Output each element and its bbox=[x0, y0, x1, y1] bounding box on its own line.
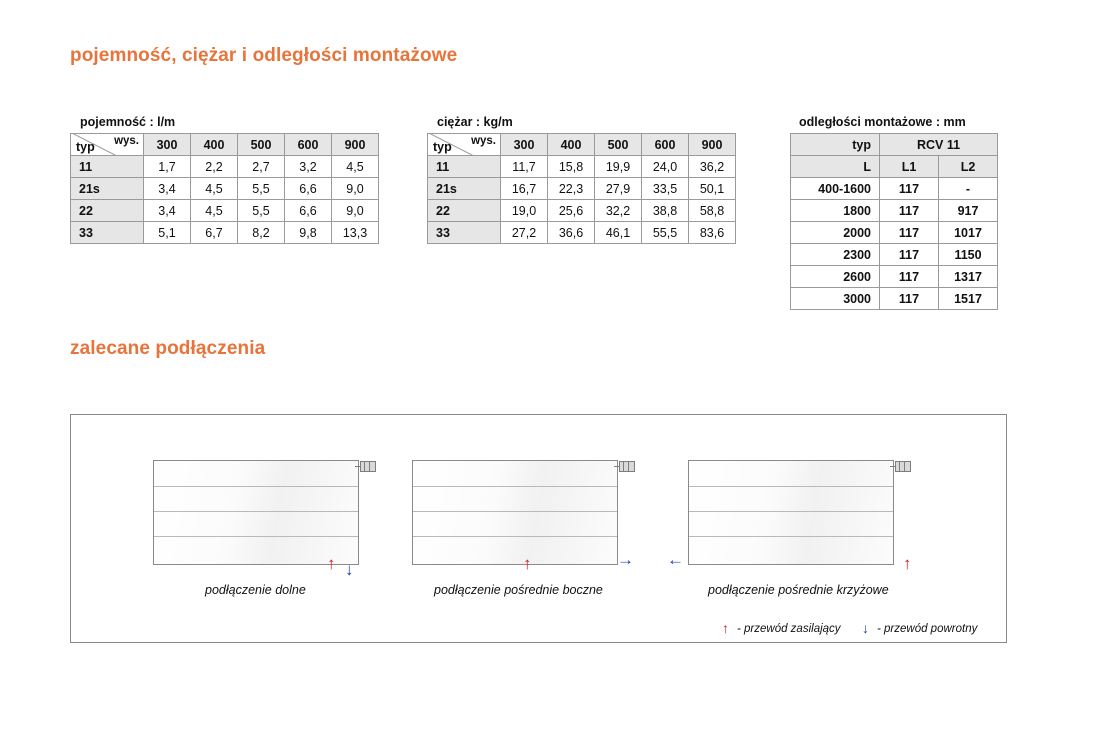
table-cell: 5,5 bbox=[238, 178, 285, 200]
row-header: 11 bbox=[71, 156, 144, 178]
table-row bbox=[428, 200, 736, 222]
table-row bbox=[791, 178, 998, 200]
table-cell: 27,2 bbox=[501, 222, 548, 244]
arrow-return-3: ← bbox=[667, 550, 684, 569]
valve-icon-2 bbox=[619, 461, 635, 472]
radiator-panel-line bbox=[689, 511, 893, 512]
arrow-supply-3: ↑ bbox=[903, 554, 912, 573]
table-cell: 25,6 bbox=[548, 200, 595, 222]
caption-capacity: pojemność : l/m bbox=[80, 115, 176, 129]
row-header: 21s bbox=[428, 178, 501, 200]
table-row bbox=[791, 134, 998, 156]
table-cell: 83,6 bbox=[689, 222, 736, 244]
col-header: 600 bbox=[285, 134, 332, 156]
mounting-cell-l1: 117 bbox=[880, 200, 939, 222]
corner-wys-label: wys. bbox=[471, 135, 496, 147]
table-cell: 9,8 bbox=[285, 222, 332, 244]
mounting-cell-l: 2000 bbox=[791, 222, 880, 244]
table-cell: 6,7 bbox=[191, 222, 238, 244]
table-row bbox=[71, 178, 379, 200]
radiator-diagram-1 bbox=[153, 460, 359, 565]
table-cell: 38,8 bbox=[642, 200, 689, 222]
col-header: 300 bbox=[144, 134, 191, 156]
table-cell: 4,5 bbox=[191, 178, 238, 200]
valve-stem-left bbox=[899, 462, 900, 471]
table-cell: 55,5 bbox=[642, 222, 689, 244]
table-capacity bbox=[70, 133, 379, 244]
radiator-diagram-3 bbox=[688, 460, 894, 565]
arrow-supply-1: ↑ bbox=[327, 554, 336, 573]
caption-mounting: odległości montażowe : mm bbox=[799, 115, 966, 129]
mounting-cell-l: 2600 bbox=[791, 266, 880, 288]
mounting-header-l2: L2 bbox=[939, 156, 998, 178]
radiator-diagram-2 bbox=[412, 460, 618, 565]
col-header: 500 bbox=[238, 134, 285, 156]
col-header: 400 bbox=[548, 134, 595, 156]
table-cell: 36,6 bbox=[548, 222, 595, 244]
page-title-connections: zalecane podłączenia bbox=[70, 338, 266, 359]
table-row bbox=[71, 156, 379, 178]
table-cell: 1,7 bbox=[144, 156, 191, 178]
mounting-header-typ: typ bbox=[791, 134, 880, 156]
row-header: 33 bbox=[71, 222, 144, 244]
table-row bbox=[428, 134, 736, 156]
table-cell: 9,0 bbox=[332, 200, 379, 222]
diagram-caption-3: podłączenie pośrednie krzyżowe bbox=[708, 583, 889, 597]
table-cell: 2,7 bbox=[238, 156, 285, 178]
table-cell: 4,5 bbox=[332, 156, 379, 178]
mounting-cell-l1: 117 bbox=[880, 244, 939, 266]
table-cell: 33,5 bbox=[642, 178, 689, 200]
radiator-panel-line bbox=[413, 536, 617, 537]
legend-label-supply: - przewód zasilający bbox=[737, 623, 841, 635]
valve-stem-right bbox=[369, 462, 370, 471]
valve-stem-right bbox=[904, 462, 905, 471]
table-row bbox=[791, 222, 998, 244]
radiator-panel-line bbox=[154, 511, 358, 512]
page-title-capacity: pojemność, ciężar i odległości montażowe bbox=[70, 45, 458, 66]
mounting-cell-l2: 1317 bbox=[939, 266, 998, 288]
mounting-cell-l: 3000 bbox=[791, 288, 880, 310]
col-header: 500 bbox=[595, 134, 642, 156]
valve-stem-left bbox=[364, 462, 365, 471]
mounting-cell-l: 2300 bbox=[791, 244, 880, 266]
valve-icon-1 bbox=[360, 461, 376, 472]
row-header: 33 bbox=[428, 222, 501, 244]
mounting-cell-l2: - bbox=[939, 178, 998, 200]
col-header: 300 bbox=[501, 134, 548, 156]
mounting-header-l1: L1 bbox=[880, 156, 939, 178]
table-cell: 15,8 bbox=[548, 156, 595, 178]
table-row bbox=[428, 222, 736, 244]
mounting-cell-l1: 117 bbox=[880, 178, 939, 200]
mounting-cell-l1: 117 bbox=[880, 222, 939, 244]
table-cell: 8,2 bbox=[238, 222, 285, 244]
mounting-cell-l1: 117 bbox=[880, 288, 939, 310]
mounting-cell-l2: 1017 bbox=[939, 222, 998, 244]
mounting-cell-l: 400-1600 bbox=[791, 178, 880, 200]
legend-arrow-return: ↓ bbox=[862, 620, 869, 636]
mounting-header-l: L bbox=[791, 156, 880, 178]
table-cell: 6,6 bbox=[285, 178, 332, 200]
corner-typ-label: typ bbox=[76, 140, 95, 154]
table-cell: 50,1 bbox=[689, 178, 736, 200]
valve-stem-right bbox=[628, 462, 629, 471]
table-cell: 19,0 bbox=[501, 200, 548, 222]
legend-arrow-supply: ↑ bbox=[722, 620, 729, 636]
table-cell: 4,5 bbox=[191, 200, 238, 222]
table-row bbox=[791, 244, 998, 266]
col-header: 900 bbox=[332, 134, 379, 156]
row-header: 22 bbox=[71, 200, 144, 222]
table-mounting bbox=[790, 133, 998, 310]
radiator-panel-line bbox=[154, 486, 358, 487]
table-cell: 5,5 bbox=[238, 200, 285, 222]
table-row bbox=[428, 156, 736, 178]
table-cell: 5,1 bbox=[144, 222, 191, 244]
table-cell: 2,2 bbox=[191, 156, 238, 178]
table-cell: 24,0 bbox=[642, 156, 689, 178]
table-cell: 22,3 bbox=[548, 178, 595, 200]
mounting-cell-l2: 1150 bbox=[939, 244, 998, 266]
table-row bbox=[71, 200, 379, 222]
table-cell: 27,9 bbox=[595, 178, 642, 200]
diagram-caption-1: podłączenie dolne bbox=[205, 583, 306, 597]
table-row bbox=[791, 200, 998, 222]
mounting-cell-l2: 1517 bbox=[939, 288, 998, 310]
table-cell: 11,7 bbox=[501, 156, 548, 178]
table-row bbox=[791, 156, 998, 178]
mounting-cell-l: 1800 bbox=[791, 200, 880, 222]
table-cell: 16,7 bbox=[501, 178, 548, 200]
mounting-header-model: RCV 11 bbox=[880, 134, 998, 156]
radiator-panel-line bbox=[413, 511, 617, 512]
table-row bbox=[428, 178, 736, 200]
table-weight bbox=[427, 133, 736, 244]
valve-icon-3 bbox=[895, 461, 911, 472]
row-header: 22 bbox=[428, 200, 501, 222]
mounting-cell-l2: 917 bbox=[939, 200, 998, 222]
table-cell: 46,1 bbox=[595, 222, 642, 244]
table-cell: 9,0 bbox=[332, 178, 379, 200]
mounting-cell-l1: 117 bbox=[880, 266, 939, 288]
table-cell: 6,6 bbox=[285, 200, 332, 222]
row-header: 11 bbox=[428, 156, 501, 178]
table-cell: 36,2 bbox=[689, 156, 736, 178]
table-row bbox=[791, 266, 998, 288]
legend-label-return: - przewód powrotny bbox=[877, 623, 978, 635]
radiator-panel-line bbox=[689, 486, 893, 487]
radiator-panel-line bbox=[689, 536, 893, 537]
col-header: 900 bbox=[689, 134, 736, 156]
diagram-caption-2: podłączenie pośrednie boczne bbox=[434, 583, 603, 597]
table-row bbox=[71, 134, 379, 156]
table-row bbox=[71, 222, 379, 244]
valve-stem-left bbox=[623, 462, 624, 471]
table-cell: 3,2 bbox=[285, 156, 332, 178]
corner-cell bbox=[71, 134, 144, 156]
table-cell: 3,4 bbox=[144, 178, 191, 200]
table-cell: 58,8 bbox=[689, 200, 736, 222]
table-cell: 3,4 bbox=[144, 200, 191, 222]
row-header: 21s bbox=[71, 178, 144, 200]
col-header: 600 bbox=[642, 134, 689, 156]
table-cell: 13,3 bbox=[332, 222, 379, 244]
corner-wys-label: wys. bbox=[114, 135, 139, 147]
radiator-panel-line bbox=[413, 486, 617, 487]
corner-cell bbox=[428, 134, 501, 156]
corner-typ-label: typ bbox=[433, 140, 452, 154]
arrow-return-1: ↓ bbox=[345, 560, 354, 579]
col-header: 400 bbox=[191, 134, 238, 156]
connections-diagram-panel bbox=[70, 414, 1007, 643]
table-cell: 32,2 bbox=[595, 200, 642, 222]
table-cell: 19,9 bbox=[595, 156, 642, 178]
radiator-panel-line bbox=[154, 536, 358, 537]
caption-weight: ciężar : kg/m bbox=[437, 115, 513, 129]
table-row bbox=[791, 288, 998, 310]
arrow-return-2: → bbox=[617, 550, 634, 569]
arrow-supply-2: ↑ bbox=[523, 554, 532, 573]
